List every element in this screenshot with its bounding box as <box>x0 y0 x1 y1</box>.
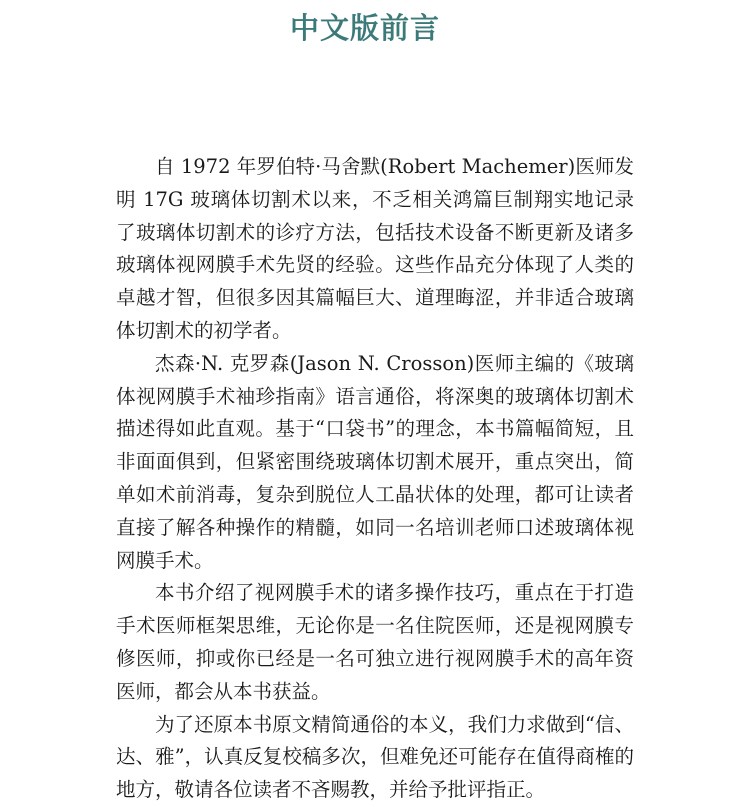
paragraph-1: 自 1972 年罗伯特·马舍默(Robert Machemer)医师发明 17G 玻璃体切割术以来，不乏相关鸿篇巨制翔实地记录了玻璃体切割术的诊疗方法，包括技术设备不断更新及诸多玻璃体视网膜手术先贤的经验。这些作品充分体现了人类的卓越才智，但很多因其篇幅巨大、道理晦涩，并非适合玻璃体切割术的初学者。 <box>116 155 634 342</box>
paragraph-4: 为了还原本书原文精简通俗的本义，我们力求做到“信、达、雅”，认真反复校稿多次，但难免还可能存在值得商榷的地方，敬请各位读者不吝赐教，并给予批评指正。 <box>116 712 634 802</box>
paragraph-3: 本书介绍了视网膜手术的诸多操作技巧，重点在于打造手术医师框架思维，无论你是一名住院医师，还是视网膜专修医师，抑或你已经是一名可独立进行视网膜手术的高年资医师，都会从本书获益。 <box>116 581 634 703</box>
paragraph-2: 杰森·N. 克罗森(Jason N. Crosson)医师主编的《玻璃体视网膜手术袖珍指南》语言通俗，将深奥的玻璃体切割术描述得如此直观。基于“口袋书”的理念，本书篇幅简短，且非面面俱到，但紧密围绕玻璃体切割术展开，重点突出，简单如术前消毒，复杂到脱位人工晶状体的处理，都可让读者直接了解各种操作的精髓，如同一名培训老师口述玻璃体视网膜手术。 <box>116 351 634 572</box>
preface-body <box>116 151 634 807</box>
page-title: 中文版前言 <box>289 11 440 45</box>
